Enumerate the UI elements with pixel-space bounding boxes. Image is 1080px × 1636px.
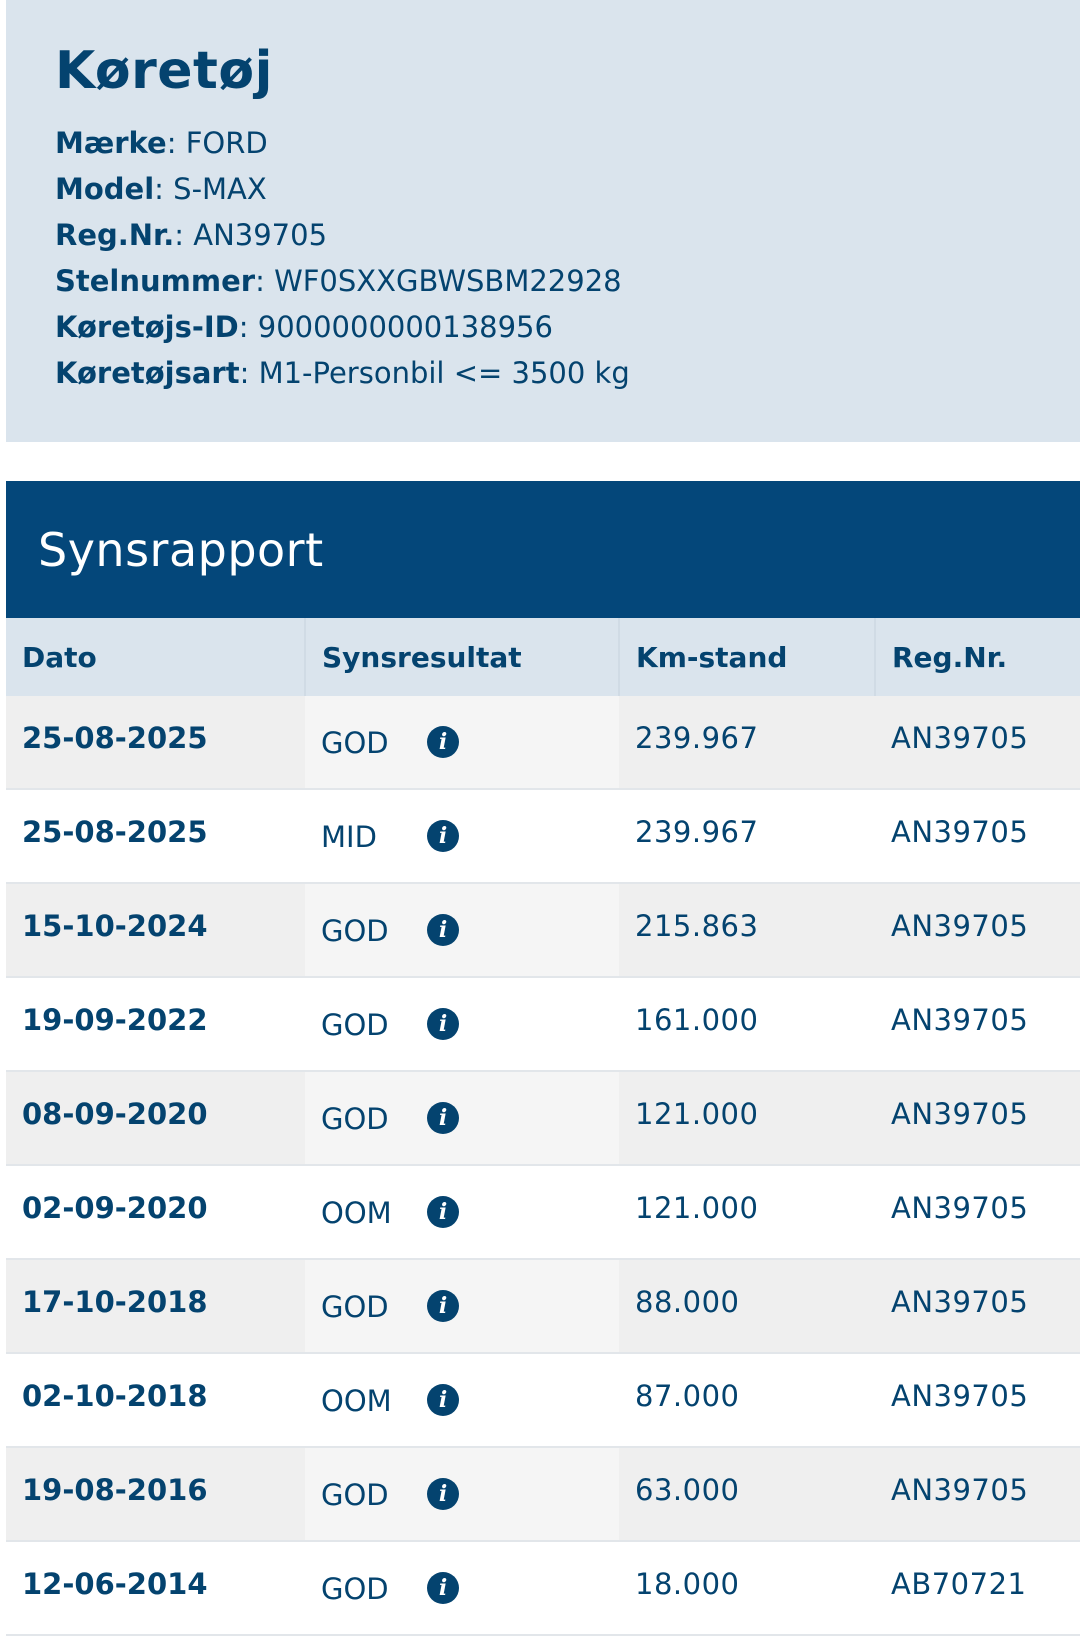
info-icon[interactable]: i <box>427 1290 459 1322</box>
inspection-result-text: GOD <box>321 1572 389 1606</box>
info-icon[interactable]: i <box>427 1196 459 1228</box>
registration-number: AN39705 <box>875 1447 1080 1541</box>
odometer-reading: 63.000 <box>619 1447 875 1541</box>
inspection-result-cell <box>305 696 619 789</box>
inspection-date: 08-09-2020 <box>6 1071 305 1165</box>
inspection-date: 02-10-2018 <box>6 1353 305 1447</box>
inspection-result <box>321 1006 459 1042</box>
info-icon[interactable]: i <box>427 1572 459 1604</box>
inspection-result-cell <box>305 1447 619 1541</box>
inspection-date: 02-09-2020 <box>6 1165 305 1259</box>
inspection-result <box>321 1382 459 1418</box>
table-row <box>6 883 1080 977</box>
vehicle-field: Mærke: FORD <box>55 126 268 160</box>
vehicle-field-label: Køretøjs-ID <box>55 310 239 344</box>
vehicle-field-value: FORD <box>185 126 268 160</box>
inspection-date: 19-09-2022 <box>6 977 305 1071</box>
table-row <box>6 1353 1080 1447</box>
registration-number: AB70721 <box>875 1541 1080 1635</box>
column-header-km[interactable]: Km-stand <box>619 618 875 696</box>
info-icon[interactable]: i <box>427 1008 459 1040</box>
inspection-result <box>321 1194 459 1230</box>
inspection-result-cell <box>305 789 619 883</box>
odometer-reading: 121.000 <box>619 1165 875 1259</box>
table-row <box>6 1165 1080 1259</box>
table-row <box>6 1447 1080 1541</box>
inspection-result <box>321 912 459 948</box>
inspection-result-cell <box>305 977 619 1071</box>
table-body <box>6 696 1080 1635</box>
table-row <box>6 1541 1080 1635</box>
inspection-result <box>321 1100 459 1136</box>
vehicle-fields <box>55 120 1080 396</box>
inspection-result-cell <box>305 1259 619 1353</box>
inspection-result-text: GOD <box>321 914 389 948</box>
odometer-reading: 87.000 <box>619 1353 875 1447</box>
inspection-result <box>321 818 459 854</box>
table-row <box>6 696 1080 789</box>
vehicle-field: Reg.Nr.: AN39705 <box>55 218 328 252</box>
column-header-reg[interactable]: Reg.Nr. <box>875 618 1080 696</box>
info-icon[interactable]: i <box>427 726 459 758</box>
vehicle-field-label: Model <box>55 172 155 206</box>
info-icon[interactable]: i <box>427 1102 459 1134</box>
vehicle-field: Køretøjs-ID: 9000000000138956 <box>55 310 553 344</box>
vehicle-field-label: Reg.Nr. <box>55 218 175 252</box>
vehicle-field-label: Stelnummer <box>55 264 256 298</box>
info-icon[interactable]: i <box>427 914 459 946</box>
inspection-table <box>6 618 1080 1636</box>
inspection-result-cell <box>305 1541 619 1635</box>
odometer-reading: 121.000 <box>619 1071 875 1165</box>
info-icon[interactable]: i <box>427 820 459 852</box>
registration-number: AN39705 <box>875 1259 1080 1353</box>
odometer-reading: 215.863 <box>619 883 875 977</box>
inspection-date: 25-08-2025 <box>6 789 305 883</box>
inspection-result-text: GOD <box>321 1290 389 1324</box>
inspection-result-cell <box>305 1165 619 1259</box>
info-icon[interactable]: i <box>427 1384 459 1416</box>
registration-number: AN39705 <box>875 1353 1080 1447</box>
report-title: Synsrapport <box>38 522 324 577</box>
table-row <box>6 789 1080 883</box>
inspection-result-text: GOD <box>321 726 389 760</box>
vehicle-title: Køretøj <box>55 41 273 101</box>
vehicle-card <box>6 0 1080 442</box>
inspection-date: 17-10-2018 <box>6 1259 305 1353</box>
odometer-reading: 88.000 <box>619 1259 875 1353</box>
inspection-result-cell <box>305 1071 619 1165</box>
inspection-result-text: OOM <box>321 1384 392 1418</box>
report-header <box>6 481 1080 618</box>
vehicle-field-value: WF0SXXGBWSBM22928 <box>274 264 622 298</box>
vehicle-field: Model: S-MAX <box>55 172 267 206</box>
odometer-reading: 161.000 <box>619 977 875 1071</box>
table-header-row <box>6 618 1080 696</box>
inspection-result <box>321 1570 459 1606</box>
vehicle-field-value: AN39705 <box>193 218 328 252</box>
info-icon[interactable]: i <box>427 1478 459 1510</box>
inspection-result-text: GOD <box>321 1102 389 1136</box>
registration-number: AN39705 <box>875 883 1080 977</box>
inspection-result <box>321 1288 459 1324</box>
odometer-reading: 239.967 <box>619 789 875 883</box>
odometer-reading: 18.000 <box>619 1541 875 1635</box>
odometer-reading: 239.967 <box>619 696 875 789</box>
vehicle-field-value: S-MAX <box>173 172 267 206</box>
inspection-result-text: MID <box>321 820 377 854</box>
registration-number: AN39705 <box>875 1165 1080 1259</box>
inspection-result-text: GOD <box>321 1478 389 1512</box>
vehicle-field: Køretøjsart: M1-Personbil <= 3500 kg <box>55 356 630 390</box>
table-row <box>6 1071 1080 1165</box>
vehicle-field-value: M1-Personbil <= 3500 kg <box>258 356 630 390</box>
vehicle-field-value: 9000000000138956 <box>257 310 553 344</box>
registration-number: AN39705 <box>875 977 1080 1071</box>
inspection-result-text: GOD <box>321 1008 389 1042</box>
registration-number: AN39705 <box>875 1071 1080 1165</box>
inspection-result-cell <box>305 883 619 977</box>
inspection-result <box>321 1476 459 1512</box>
inspection-result <box>321 724 459 760</box>
inspection-date: 15-10-2024 <box>6 883 305 977</box>
registration-number: AN39705 <box>875 696 1080 789</box>
column-header-date[interactable]: Dato <box>6 618 305 696</box>
vehicle-field: Stelnummer: WF0SXXGBWSBM22928 <box>55 264 622 298</box>
inspection-date: 19-08-2016 <box>6 1447 305 1541</box>
column-header-result[interactable]: Synsresultat <box>305 618 619 696</box>
inspection-result-text: OOM <box>321 1196 392 1230</box>
registration-number: AN39705 <box>875 789 1080 883</box>
inspection-result-cell <box>305 1353 619 1447</box>
vehicle-field-label: Køretøjsart <box>55 356 240 390</box>
vehicle-field-label: Mærke <box>55 126 167 160</box>
table-row <box>6 977 1080 1071</box>
inspection-date: 25-08-2025 <box>6 696 305 789</box>
inspection-date: 12-06-2014 <box>6 1541 305 1635</box>
table-row <box>6 1259 1080 1353</box>
